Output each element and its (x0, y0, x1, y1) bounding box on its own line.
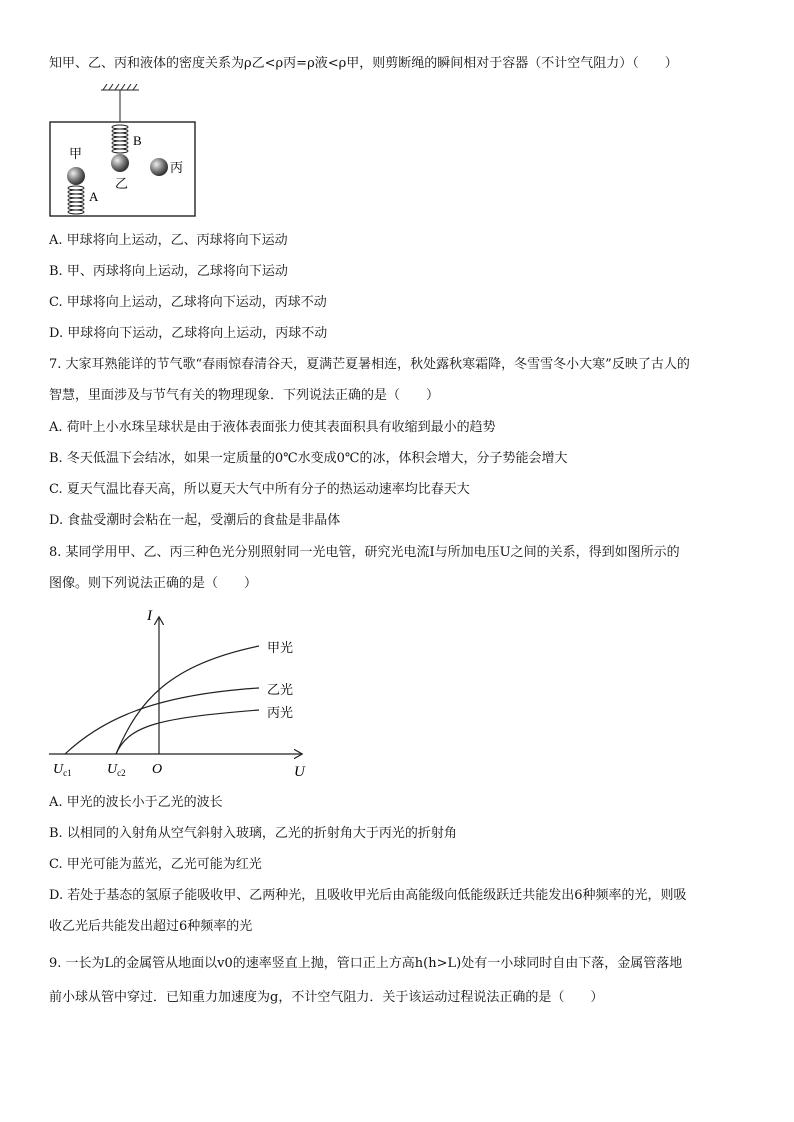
ball-jia (67, 167, 85, 185)
curve-jia (116, 646, 259, 754)
q7-option-c: C. 夏天气温比春天高，所以夏天大气中所有分子的热运动速率均比春天大 (49, 482, 470, 497)
q7-option-b: B. 冬天低温下会结冰，如果一定质量的0℃水变成0℃的冰，体积会增大，分子势能会增大 (49, 451, 568, 466)
q6-option-a: A. 甲球将向上运动，乙、丙球将向下运动 (49, 233, 288, 248)
curve-bing-label: 丙光 (267, 706, 294, 721)
spring-a (68, 186, 84, 214)
curve-yi-label: 乙光 (267, 683, 294, 698)
q9-stem-line2: 前小球从管中穿过．已知重力加速度为g，不计空气阻力．关于该运动过程说法正确的是（ ） (49, 990, 604, 1005)
q7-option-d: D. 食盐受潮时会粘在一起，受潮后的食盐是非晶体 (49, 513, 341, 528)
spring-b (112, 125, 128, 153)
label-a: A (89, 189, 99, 204)
ball-bing (150, 158, 168, 176)
q8-stem-line2: 图像。则下列说法正确的是（ ） (49, 576, 258, 591)
q8-option-d-line1: D. 若处于基态的氢原子能吸收甲、乙两种光，且吸收甲光后由高能级向低能级跃迁共能发出6种频率的光，则吸 (49, 888, 687, 903)
q6-option-c: C. 甲球将向上运动，乙球将向下运动，丙球不动 (49, 295, 327, 310)
label-b: B (133, 133, 142, 148)
ceiling-hatch (101, 84, 139, 122)
q6-option-d: D. 甲球将向下运动，乙球将向上运动，丙球不动 (49, 326, 328, 341)
q7-stem-line1: 7. 大家耳熟能详的节气歌“春雨惊春清谷天，夏满芒夏暑相连，秋处露秋寒霜降，冬雪雪冬小大寒”反映了古人的 (49, 357, 690, 372)
curve-bing (116, 710, 259, 754)
q7-stem-line2: 智慧，里面涉及与节气有关的物理现象．下列说法正确的是（ ） (49, 388, 440, 403)
q6-option-b: B. 甲、丙球将向上运动，乙球将向下运动 (49, 264, 288, 279)
label-bing: 丙 (170, 161, 184, 176)
uc2-label: $U_{c2}$ (107, 762, 126, 778)
label-jia: 甲 (69, 147, 83, 162)
curve-jia-label: 甲光 (267, 641, 294, 656)
y-axis-label: I (147, 608, 152, 624)
q8-iv-graph (49, 600, 319, 784)
ball-yi (111, 154, 129, 172)
uc1-label: $U_{c1}$ (53, 762, 72, 778)
q6-stem: 知甲、乙、丙和液体的密度关系为ρ乙<ρ丙=ρ液<ρ甲，则剪断绳的瞬间相对于容器（不计空气阻力）（ ） (49, 56, 678, 71)
q7-option-a: A. 荷叶上小水珠呈球状是由于液体表面张力使其表面积具有收缩到最小的趋势 (49, 420, 496, 435)
curve-yi (65, 688, 259, 754)
q9-stem-line1: 9. 一长为L的金属管从地面以v0的速率竖直上抛，管口正上方高h(h>L)处有一小球同时自由下落，金属管落地 (49, 956, 683, 971)
q8-stem-line1: 8. 某同学用甲、乙、丙三种色光分别照射同一光电管，研究光电流I与所加电压U之间的关系，得到如图所示的 (49, 545, 680, 560)
q8-option-d-line2: 收乙光后共能发出超过6种频率的光 (49, 919, 253, 934)
x-axis-label: U (294, 764, 305, 780)
q8-option-b: B. 以相同的入射角从空气斜射入玻璃，乙光的折射角大于丙光的折射角 (49, 826, 457, 841)
q6-spring-figure (49, 84, 199, 218)
q8-option-a: A. 甲光的波长小于乙光的波长 (49, 795, 223, 810)
q8-option-c: C. 甲光可能为蓝光，乙光可能为红光 (49, 857, 262, 872)
label-yi: 乙 (115, 177, 129, 192)
origin-label: O (152, 762, 163, 777)
